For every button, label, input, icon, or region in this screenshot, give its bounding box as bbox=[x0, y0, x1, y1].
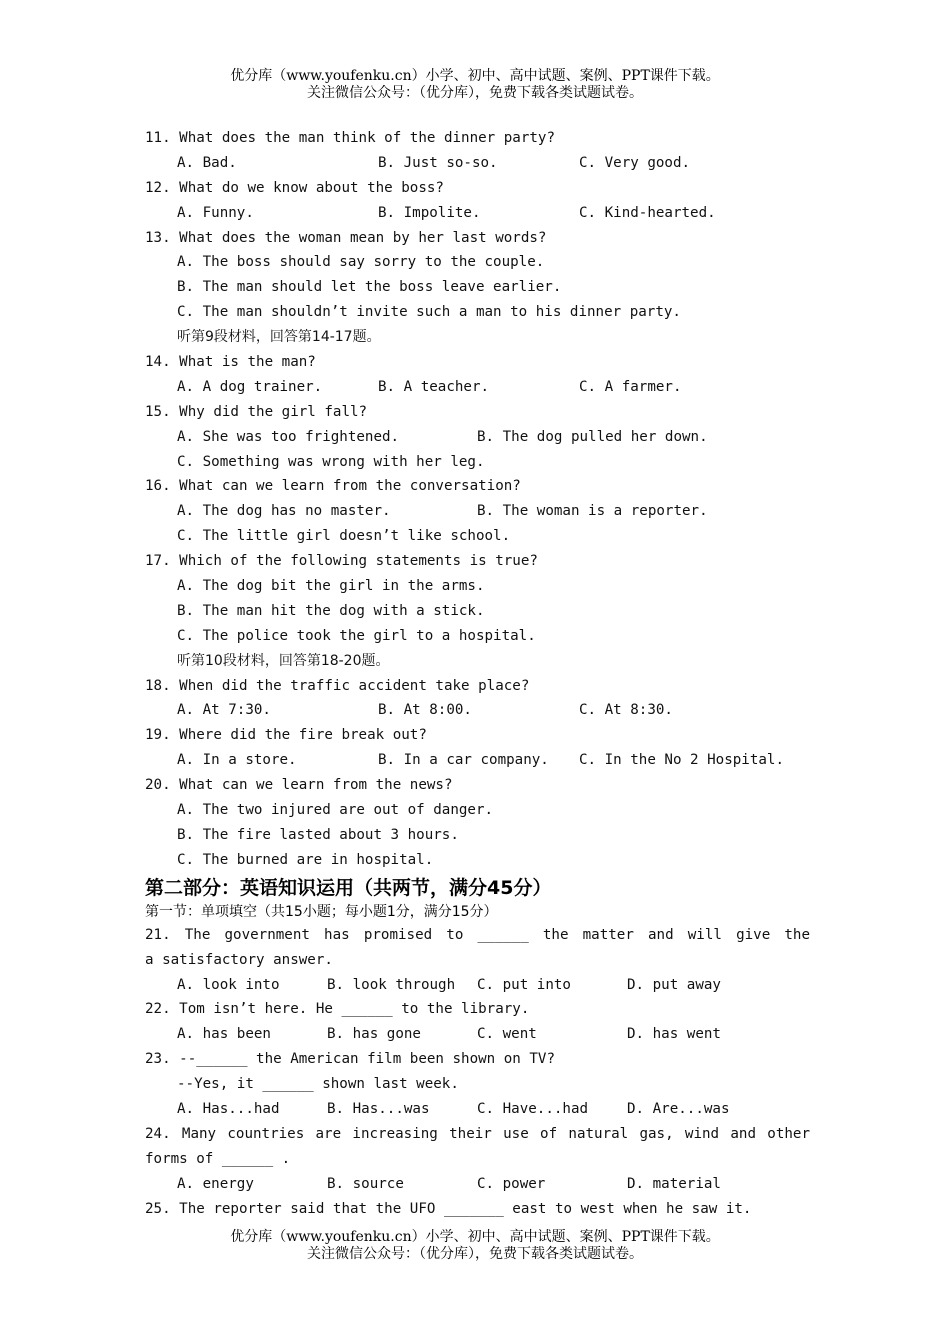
option-c: C. In the No 2 Hospital. bbox=[579, 752, 784, 769]
question-24-stem-line-1: 24. Many countries are increasing their use of natural gas, wind and other bbox=[145, 1125, 810, 1142]
option-a: A. The dog bit the girl in the arms. bbox=[177, 578, 485, 595]
option-d: D. has went bbox=[627, 1026, 721, 1043]
option-a: A. has been bbox=[177, 1026, 271, 1043]
option-b: B. has gone bbox=[327, 1026, 421, 1043]
option-b: B. Just so-so. bbox=[378, 154, 498, 171]
question-22-stem: 22. Tom isn’t here. He ______ to the library. bbox=[145, 1001, 530, 1018]
option-a: A. The dog has no master. bbox=[177, 503, 391, 520]
option-a: A. In a store. bbox=[177, 752, 297, 769]
question-13-stem: 13. What does the woman mean by her last words? bbox=[145, 229, 547, 246]
option-d: D. Are...was bbox=[627, 1100, 730, 1117]
question-15-stem: 15. Why did the girl fall? bbox=[145, 403, 368, 420]
option-c: C. The little girl doesn’t like school. bbox=[177, 528, 511, 545]
question-19-stem: 19. Where did the fire break out? bbox=[145, 727, 427, 744]
question-18-stem: 18. When did the traffic accident take place? bbox=[145, 677, 530, 694]
option-a: A. Has...had bbox=[177, 1100, 280, 1117]
option-b: B. At 8:00. bbox=[378, 702, 472, 719]
option-c: C. went bbox=[477, 1026, 537, 1043]
option-a: A. Bad. bbox=[177, 154, 237, 171]
option-b: B. look through bbox=[327, 976, 456, 993]
option-c: C. The burned are in hospital. bbox=[177, 851, 434, 868]
option-c: C. Kind-hearted. bbox=[579, 204, 716, 221]
option-a: A. At 7:30. bbox=[177, 702, 271, 719]
section-1-title: 第一节：单项填空（共15小题；每小题1分，满分15分） bbox=[145, 903, 498, 920]
option-c: C. power bbox=[477, 1175, 546, 1192]
option-a: A. She was too frightened. bbox=[177, 428, 400, 445]
question-11-options bbox=[145, 151, 810, 176]
question-16-stem: 16. What can we learn from the conversation? bbox=[145, 478, 521, 495]
option-a: A. The boss should say sorry to the couple. bbox=[177, 254, 545, 271]
option-a: A. look into bbox=[177, 976, 280, 993]
option-b: B. Has...was bbox=[327, 1100, 430, 1117]
header-line-1: 优分库（www.youfenku.cn）小学、初中、高中试题、案例、PPT课件下载。 bbox=[230, 68, 720, 84]
question-21-options bbox=[145, 973, 810, 998]
option-b: B. The fire lasted about 3 hours. bbox=[177, 826, 459, 843]
option-a: A. energy bbox=[177, 1175, 254, 1192]
question-23-options bbox=[145, 1097, 810, 1122]
question-12-options bbox=[145, 201, 810, 226]
question-17-stem: 17. Which of the following statements is true? bbox=[145, 553, 538, 570]
option-b: B. The dog pulled her down. bbox=[477, 428, 708, 445]
page-footer bbox=[0, 1229, 950, 1263]
question-16-options bbox=[145, 499, 810, 524]
instruction-passage-10: 听第10段材料，回答第18-20题。 bbox=[177, 652, 390, 669]
option-b: B. In a car company. bbox=[378, 752, 549, 769]
question-14-options bbox=[145, 375, 810, 400]
option-c: C. The police took the girl to a hospital. bbox=[177, 627, 536, 644]
option-a: A. A dog trainer. bbox=[177, 378, 323, 395]
header-line-2: 关注微信公众号：（优分库），免费下载各类试题试卷。 bbox=[307, 85, 643, 101]
option-d: D. material bbox=[627, 1175, 721, 1192]
question-20-stem: 20. What can we learn from the news? bbox=[145, 777, 453, 794]
option-c: C. Have...had bbox=[477, 1100, 589, 1117]
question-21-stem-line-1: 21. The government has promised to ______ the matter and will give the bbox=[145, 926, 810, 943]
question-23-stem-line-2: --Yes, it ______ shown last week. bbox=[177, 1076, 459, 1093]
option-a: A. The two injured are out of danger. bbox=[177, 802, 494, 819]
option-a: A. Funny. bbox=[177, 204, 254, 221]
option-b: B. The woman is a reporter. bbox=[477, 503, 708, 520]
option-b: B. The man hit the dog with a stick. bbox=[177, 602, 485, 619]
page-header bbox=[0, 68, 950, 102]
question-21-stem-line-2: a satisfactory answer. bbox=[145, 951, 333, 968]
option-c: C. put into bbox=[477, 976, 571, 993]
option-c: C. Something was wrong with her leg. bbox=[177, 453, 485, 470]
question-23-stem-line-1: 23. --______ the American film been shown on TV? bbox=[145, 1051, 555, 1068]
question-22-options bbox=[145, 1022, 810, 1047]
question-11-stem: 11. What does the man think of the dinner party? bbox=[145, 130, 555, 146]
footer-line-1: 优分库（www.youfenku.cn）小学、初中、高中试题、案例、PPT课件下载。 bbox=[230, 1229, 720, 1245]
option-b: B. source bbox=[327, 1175, 404, 1192]
question-18-options bbox=[145, 698, 810, 723]
question-12-stem: 12. What do we know about the boss? bbox=[145, 179, 444, 196]
option-c: C. The man shouldn’t invite such a man to his dinner party. bbox=[177, 304, 681, 321]
footer-line-2: 关注微信公众号：（优分库），免费下载各类试题试卷。 bbox=[307, 1246, 643, 1262]
question-15-options bbox=[145, 425, 810, 450]
option-b: B. Impolite. bbox=[378, 204, 481, 221]
option-c: C. Very good. bbox=[579, 154, 691, 171]
instruction-passage-9: 听第9段材料，回答第14-17题。 bbox=[177, 329, 381, 346]
part-2-title: 第二部分：英语知识运用（共两节，满分45分） bbox=[145, 876, 552, 899]
option-c: C. A farmer. bbox=[579, 378, 682, 395]
question-14-stem: 14. What is the man? bbox=[145, 354, 316, 371]
option-c: C. At 8:30. bbox=[579, 702, 673, 719]
question-24-options bbox=[145, 1172, 810, 1197]
option-b: B. A teacher. bbox=[378, 378, 490, 395]
option-d: D. put away bbox=[627, 976, 721, 993]
question-19-options bbox=[145, 748, 810, 773]
option-b: B. The man should let the boss leave earlier. bbox=[177, 279, 562, 296]
question-25-stem: 25. The reporter said that the UFO _______ east to west when he saw it. bbox=[145, 1200, 752, 1217]
question-24-stem-line-2: forms of ______ . bbox=[145, 1150, 291, 1167]
exam-body bbox=[145, 126, 810, 1221]
